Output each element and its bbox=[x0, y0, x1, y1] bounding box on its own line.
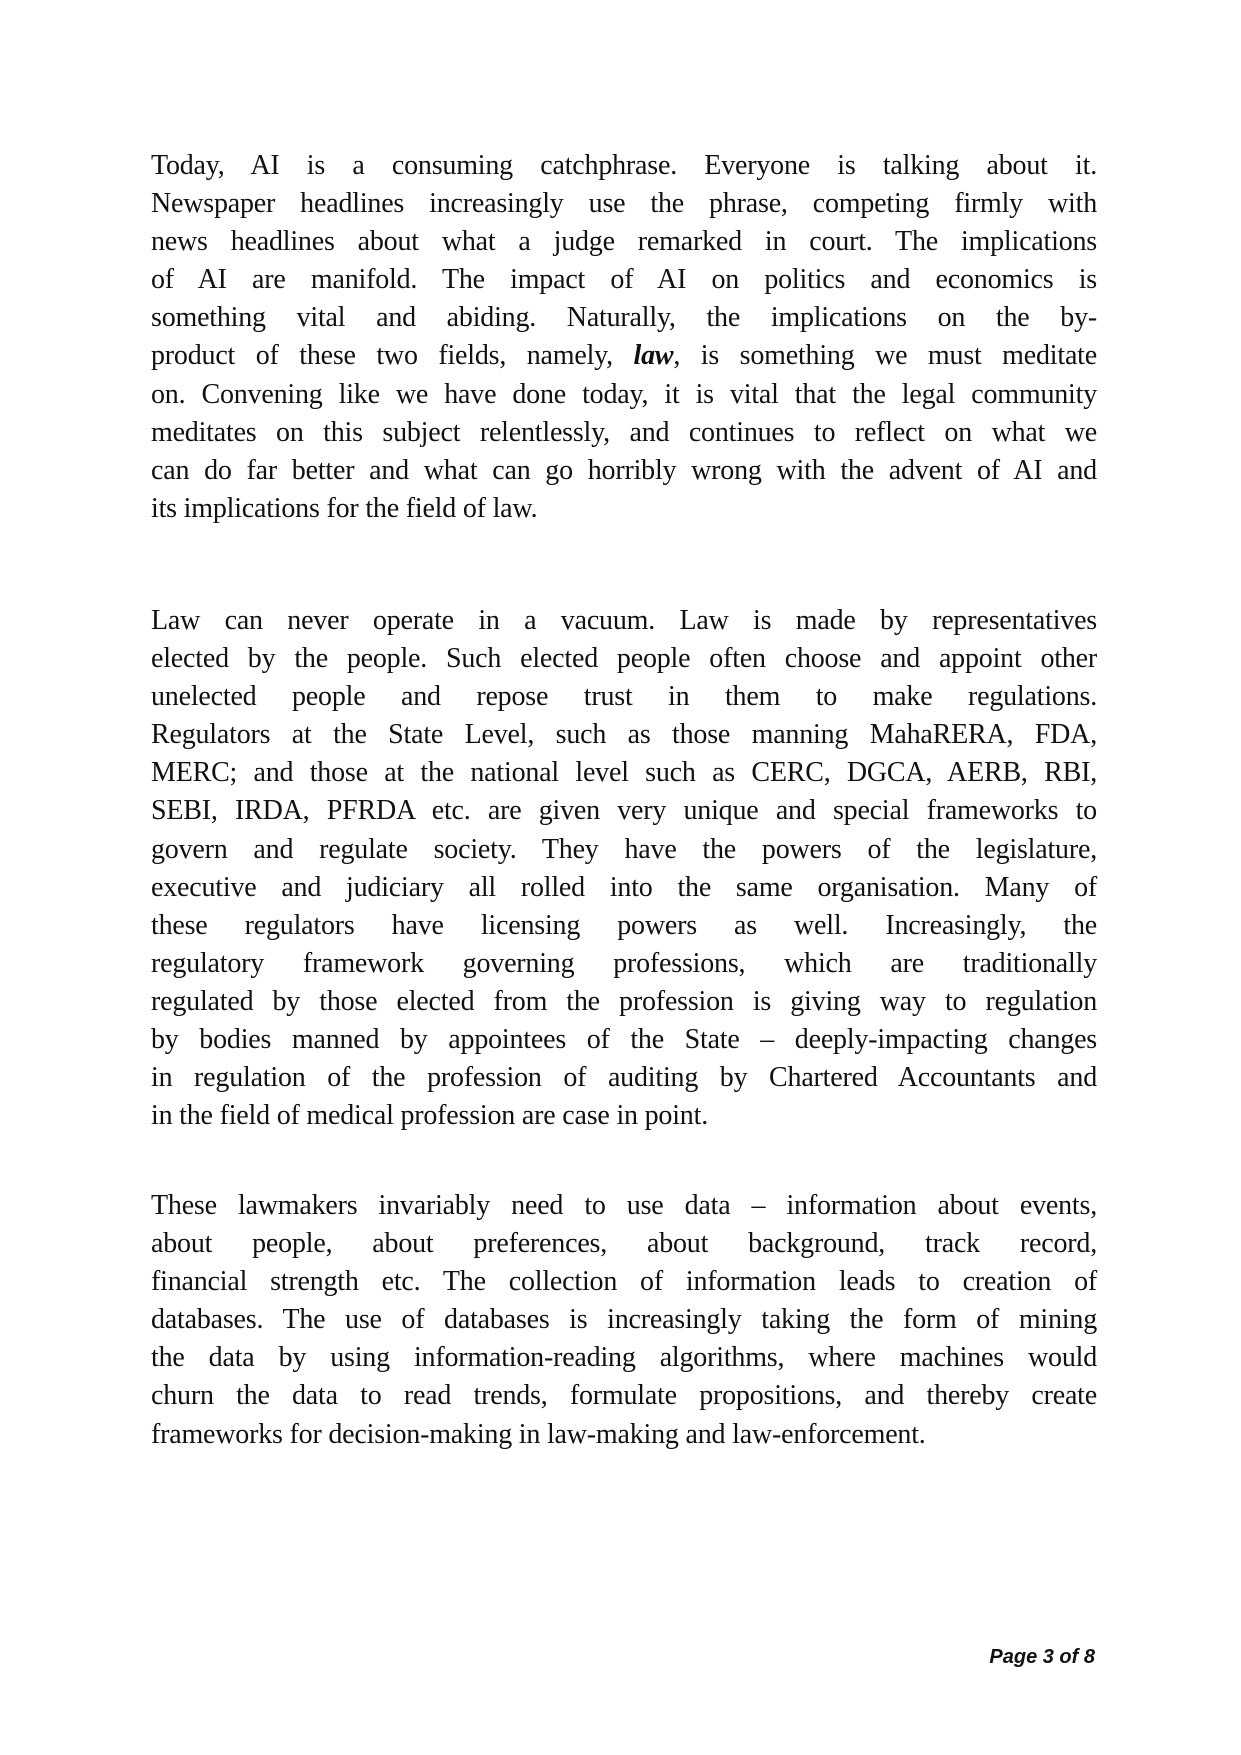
text-line: can do far better and what can go horribly wrong with the advent of AI and bbox=[151, 454, 1097, 486]
text-line: Today, AI is a consuming catchphrase. Everyone is talking about it. bbox=[151, 150, 1097, 181]
text-line: Newspaper headlines increasingly use the phrase, competing firmly with bbox=[151, 188, 1097, 220]
text-line: something vital and abiding. Naturally, the implications on the by- bbox=[151, 302, 1097, 334]
text-line: Regulators at the State Level, such as those manning MahaRERA, FDA, bbox=[151, 719, 1097, 751]
text-segment: product of these two fields, namely, bbox=[151, 340, 634, 372]
text-line: govern and regulate society. They have the powers of the legislature, bbox=[151, 833, 1097, 865]
text-line: elected by the people. Such elected people often choose and appoint other bbox=[151, 643, 1097, 675]
text-line: frameworks for decision-making in law-making and law-enforcement. bbox=[151, 1418, 926, 1450]
text-line: financial strength etc. The collection of information leads to creation of bbox=[151, 1266, 1097, 1298]
text-line: executive and judiciary all rolled into the same organisation. Many of bbox=[151, 871, 1097, 903]
text-line: regulatory framework governing professions, which are traditionally bbox=[151, 947, 1097, 979]
text-line: Law can never operate in a vacuum. Law is made by representatives bbox=[151, 605, 1097, 636]
text-line: meditates on this subject relentlessly, and continues to reflect on what we bbox=[151, 416, 1097, 448]
text-line: of AI are manifold. The impact of AI on politics and economics is bbox=[151, 264, 1097, 296]
paragraph-ai-catchphrase bbox=[151, 147, 1097, 528]
text-segment: , is something we must meditate bbox=[673, 340, 1097, 372]
text-line: SEBI, IRDA, PFRDA etc. are given very unique and special frameworks to bbox=[151, 795, 1097, 827]
text-line: on. Convening like we have done today, it is vital that the legal community bbox=[151, 378, 1097, 410]
text-line: in the field of medical profession are case in point. bbox=[151, 1100, 708, 1132]
text-line: by bodies manned by appointees of the State – deeply-impacting changes bbox=[151, 1024, 1097, 1056]
text-line: unelected people and repose trust in them to make regulations. bbox=[151, 681, 1097, 713]
text-line: regulated by those elected from the profession is giving way to regulation bbox=[151, 985, 1097, 1017]
text-line: the data by using information-reading algorithms, where machines would bbox=[151, 1342, 1097, 1374]
text-line: news headlines about what a judge remarked in court. The implications bbox=[151, 226, 1097, 258]
text-line-with-emphasis bbox=[151, 337, 1097, 375]
text-line: churn the data to read trends, formulate propositions, and thereby create bbox=[151, 1380, 1097, 1412]
text-line: MERC; and those at the national level such as CERC, DGCA, AERB, RBI, bbox=[151, 757, 1097, 789]
page-number: Page 3 of 8 bbox=[989, 1646, 1095, 1668]
text-line: in regulation of the profession of auditing by Chartered Accountants and bbox=[151, 1062, 1097, 1094]
text-line: These lawmakers invariably need to use data – information about events, bbox=[151, 1190, 1097, 1221]
emphasized-word-law: law bbox=[633, 340, 674, 372]
text-line: its implications for the field of law. bbox=[151, 492, 538, 524]
paragraph-law-vacuum bbox=[151, 602, 1097, 1135]
text-line: about people, about preferences, about background, track record, bbox=[151, 1228, 1097, 1260]
text-line: databases. The use of databases is increasingly taking the form of mining bbox=[151, 1304, 1097, 1336]
text-line: these regulators have licensing powers as well. Increasingly, the bbox=[151, 909, 1097, 941]
paragraph-lawmakers-data bbox=[151, 1187, 1097, 1454]
